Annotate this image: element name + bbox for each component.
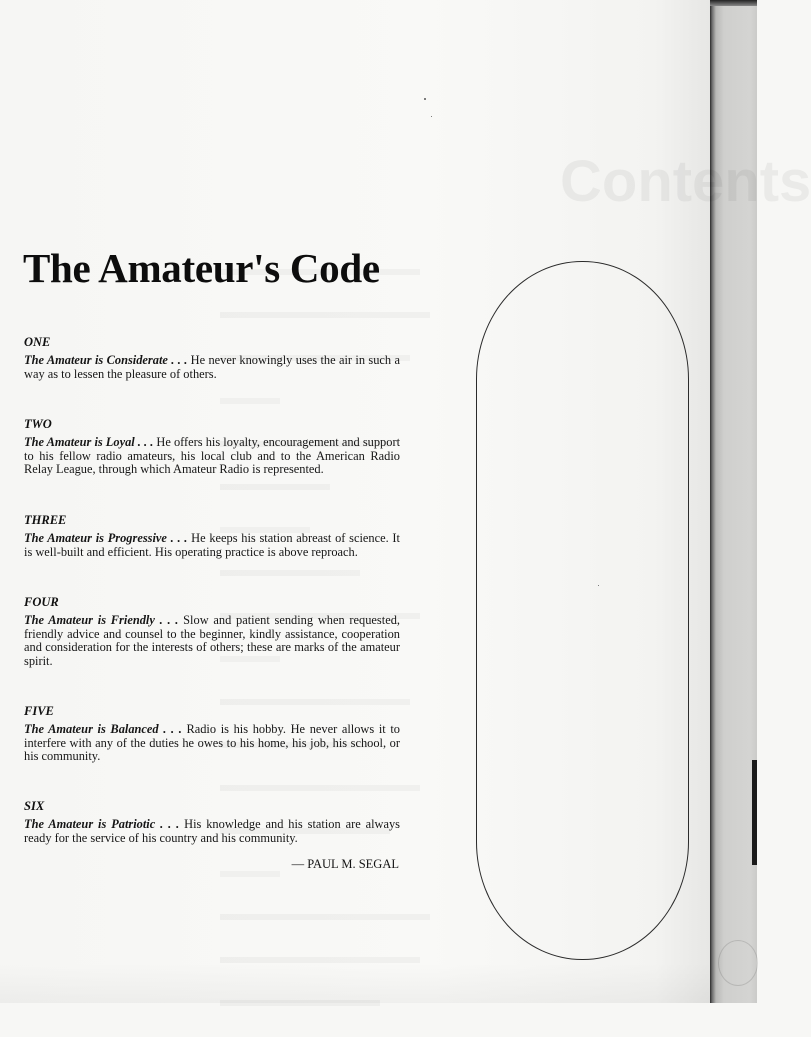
section-body-text: He never knowingly uses the air in such a way as to lessen the pleasure of others.	[24, 353, 400, 381]
book-gutter	[710, 0, 757, 1003]
code-section-four	[24, 595, 400, 668]
section-lead: The Amateur is Balanced . . .	[24, 722, 182, 736]
section-lead: The Amateur is Considerate . . .	[24, 353, 188, 367]
gutter-shadow	[710, 0, 757, 6]
section-lead: The Amateur is Patriotic . . .	[24, 817, 180, 831]
section-body-text: He keeps his station abreast of science. It is well-built and efficient. His operating practice is above reproach.	[24, 531, 400, 559]
section-text	[24, 436, 400, 477]
section-body-text: Radio is his hobby. He never allows it to interfere with any of the duties he owes to his home, his job, his school, or his community.	[24, 722, 400, 764]
section-text	[24, 614, 400, 668]
code-section-one	[24, 335, 400, 381]
section-text	[24, 723, 400, 764]
section-lead: The Amateur is Friendly . . .	[24, 613, 179, 627]
section-number: THREE	[24, 513, 67, 527]
code-section-three	[24, 513, 400, 559]
next-page-edge-mark	[752, 760, 757, 865]
section-text	[24, 532, 400, 559]
section-text	[24, 354, 400, 381]
oval-frame	[476, 261, 689, 960]
code-section-six	[24, 799, 400, 845]
section-number: TWO	[24, 417, 52, 431]
section-lead: The Amateur is Progressive . . .	[24, 531, 188, 545]
section-text	[24, 818, 400, 845]
section-number: FIVE	[24, 704, 54, 718]
section-body-text: Slow and patient sending when requested, friendly advice and counsel to the beginner, kindly assistance, cooperation and consideration for the interests of others; these are marks of the amateur spirit.	[24, 613, 400, 668]
next-page-edge-circle	[718, 940, 758, 986]
section-number: ONE	[24, 335, 51, 349]
section-number: SIX	[24, 799, 45, 813]
paper-speck	[424, 98, 426, 100]
code-section-two	[24, 417, 400, 477]
code-section-five	[24, 704, 400, 764]
section-number: FOUR	[24, 595, 59, 609]
page-title: The Amateur's Code	[23, 245, 380, 291]
section-body-text: His knowledge and his station are always ready for the service of his country and his community.	[24, 817, 400, 845]
author-signature: — PAUL M. SEGAL	[291, 857, 399, 871]
section-body-text: He offers his loyalty, encouragement and support to his fellow radio amateurs, his local club and to the American Radio Relay League, through which Amateur Radio is represented.	[24, 435, 401, 477]
paper-speck	[598, 585, 599, 586]
paper-speck	[431, 116, 432, 117]
section-lead: The Amateur is Loyal . . .	[24, 435, 154, 449]
